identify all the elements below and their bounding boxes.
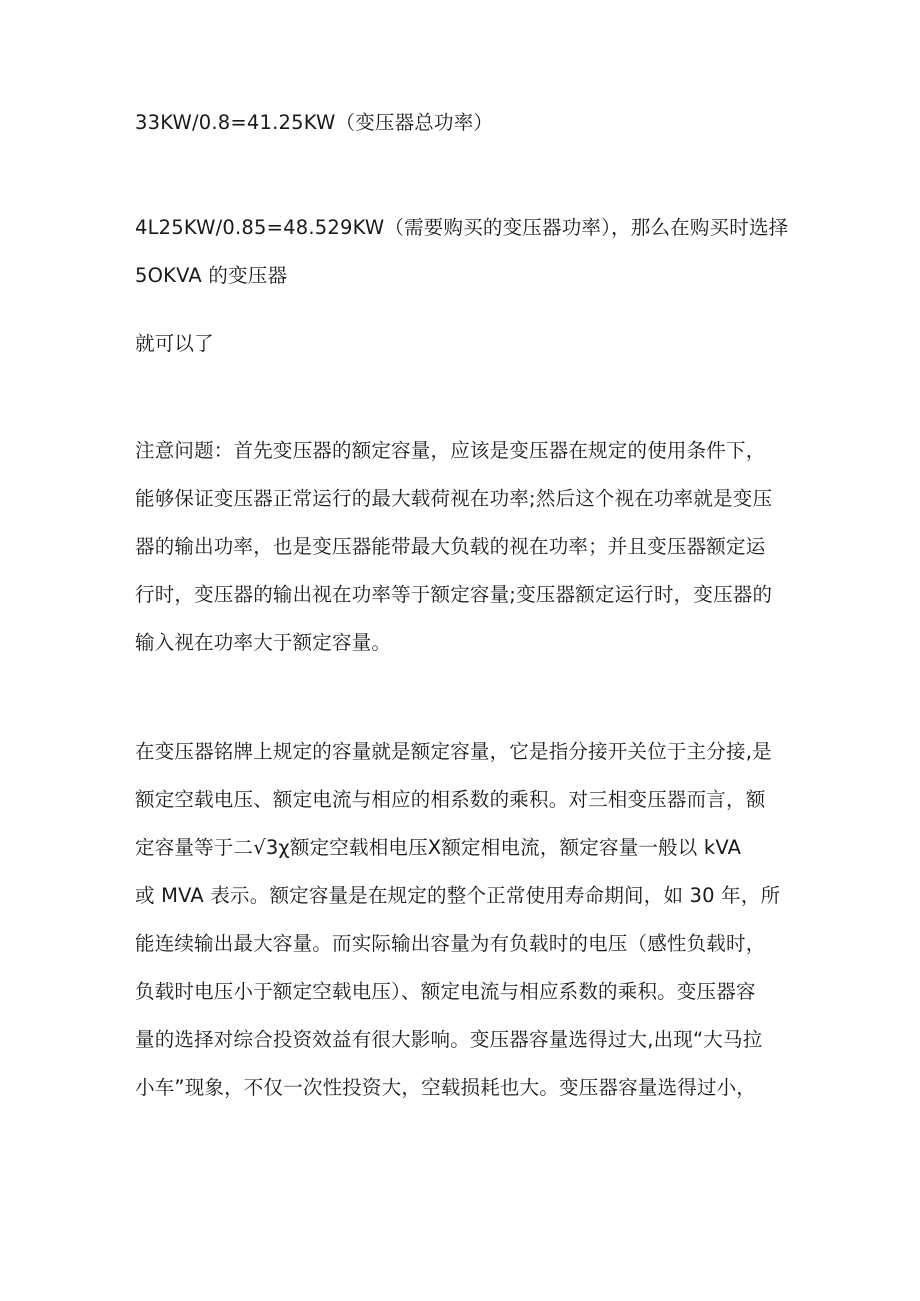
para1-line: 器的输出功率，也是变压器能带最大负载的视在功率；并且变压器额定运 [135, 535, 766, 558]
calc-line-total-power: 33KW/0.8=41.25KW（变压器总功率） [135, 111, 494, 134]
para2-line: 定容量等于二√3χ额定空载相电压X额定相电流，额定容量一般以 kVA [135, 836, 742, 859]
para2-line: 量的选择对综合投资效益有很大影响。变压器容量选得过大,出现“大马拉 [135, 1028, 763, 1051]
para2-line: 在变压器铭牌上规定的容量就是额定容量，它是指分接开关位于主分接,是 [135, 740, 772, 763]
para1-line: 输入视在功率大于额定容量。 [135, 631, 392, 654]
para1-line: 能够保证变压器正常运行的最大载荷视在功率;然后这个视在功率就是变压 [135, 487, 773, 510]
para1-line: 注意问题：首先变压器的额定容量，应该是变压器在规定的使用条件下， [135, 439, 766, 462]
para2-line: 能连续输出最大容量。而实际输出容量为有负载时的电压（感性负载时， [135, 932, 766, 955]
para1-line: 行时，变压器的输出视在功率等于额定容量;变压器额定运行时，变压器的 [135, 583, 773, 606]
calc-line-transformer-choice: 5OKVA 的变压器 [135, 264, 288, 287]
calc-line-purchase-power: 4L25KW/0.85=48.529KW（需要购买的变压器功率），那么在购买时选择 [135, 216, 789, 239]
para2-line: 负载时电压小于额定空载电压）、额定电流与相应系数的乘积。变压器容 [135, 980, 756, 1003]
para2-line: 小车”现象，不仅一次性投资大，空载损耗也大。变压器容量选得过小， [135, 1076, 757, 1099]
calc-line-conclusion: 就可以了 [135, 332, 214, 355]
para2-line: 额定空载电压、额定电流与相应的相系数的乘积。对三相变压器而言，额 [135, 788, 766, 811]
para2-line: 或 MVA 表示。额定容量是在规定的整个正常使用寿命期间，如 30 年，所 [135, 884, 781, 907]
